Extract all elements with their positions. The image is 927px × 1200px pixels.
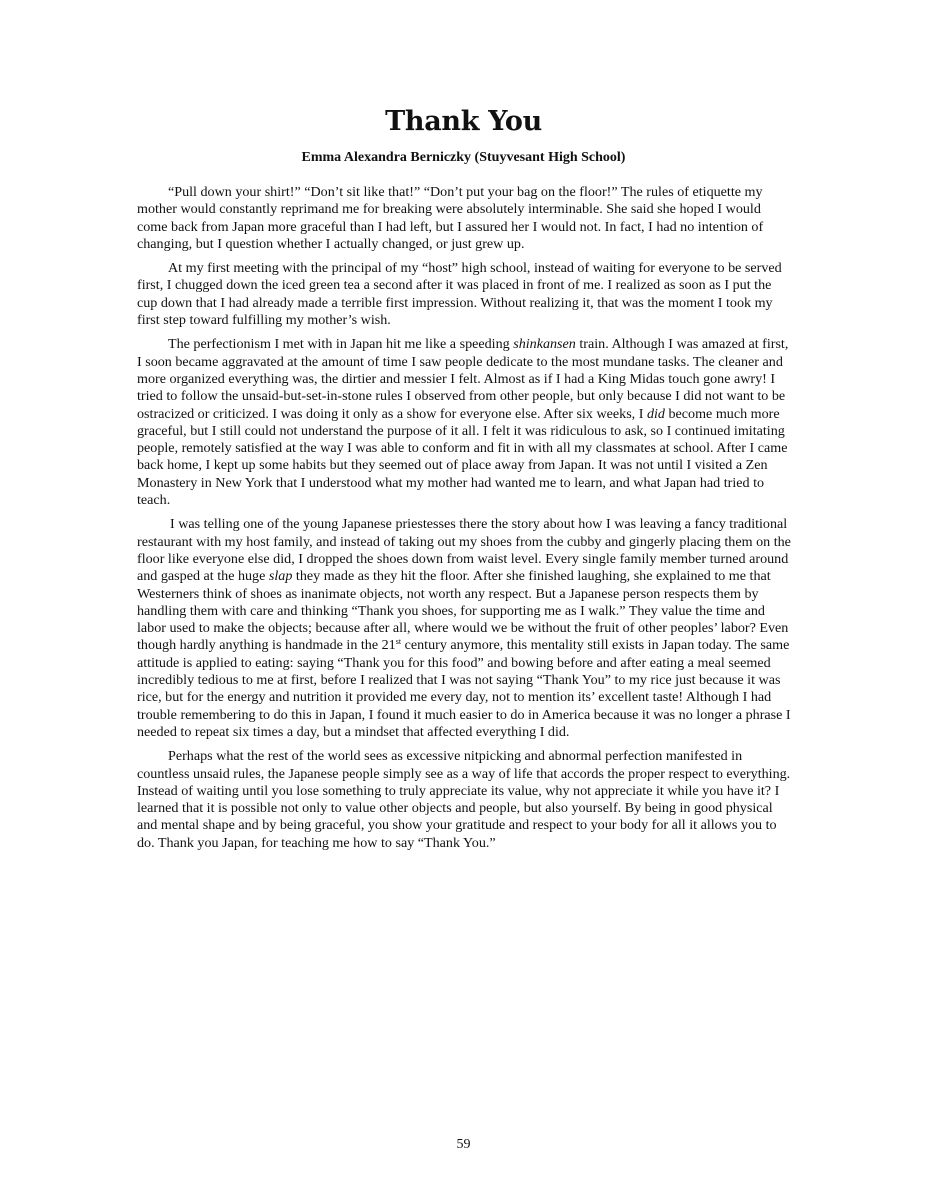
essay-paragraph	[137, 184, 791, 253]
author-line: Emma Alexandra Berniczky (Stuyvesant High School)	[301, 150, 626, 165]
essay-paragraph	[137, 260, 791, 329]
italic-text: slap	[268, 568, 293, 585]
essay-body	[137, 184, 791, 859]
paragraph-text: The perfectionism I met with in Japan hit me like a speeding	[168, 336, 514, 353]
italic-text: shinkansen	[513, 336, 576, 353]
superscript-text: st	[395, 637, 402, 647]
essay-paragraph	[137, 748, 791, 852]
essay-title: Thank You	[385, 106, 542, 137]
paragraph-text: Perhaps what the rest of the world sees as excessive nitpicking and abnormal perfection manifested in countless unsaid rules, the Japanese people simply see as a way of life that accords the proper respect to everything. Instead of waiting until you lose something to truly appreciate its value, why not appreciate it while you have it? I learned that it is possible not only to value other objects and people, but also yourself. By being in good physical and mental shape and by being graceful, you show your gratitude and respect to your body for all it allows you to do. Thank you Japan, for teaching me how to say “Thank You.”	[137, 748, 791, 851]
paragraph-text: I was telling one of the young Japanese priestesses there the story about how I was leaving a fancy traditional restaurant with my host family, and instead of taking out my shoes from the cubby and gingerly placing them on the floor like everyone else did, I dropped the shoes down from waist level. Every single family member turned around and gasped at the huge	[137, 516, 791, 585]
paragraph-text: century anymore, this mentality still exists in Japan today. The same attitude is applied to eating: saying “Thank you for this food” and bowing before and after eating a meal seemed incredibly tedious to me at first, before I realized that I was not saying “Thank You” to my rice just because it was rice, but for the energy and nutrition it provided me every day, not to mention its’ excellent taste! Although I had trouble remembering to do this in Japan, I found it much easier to do in America because it was no longer a phrase I needed to repeat six times a day, but a mindset that affected everything I did.	[137, 637, 791, 740]
paragraph-text: At my first meeting with the principal of my “host” high school, instead of waiting for everyone to be served first, I chugged down the iced green tea a second after it was placed in front of me. I realized as soon as I put the cup down that I had already made a terrible first impression. Without realizing it, that was the moment I took my first step toward fulfilling my mother’s wish.	[137, 260, 782, 329]
paragraph-text: become much more graceful, but I still could not understand the purpose of it all. I felt it was ridiculous to ask, so I continued imitating people, remotely satisfied at the way I was able to conform and fit in with all my classmates at school. After I came back home, I kept up some habits but they seemed out of place away from Japan. It was not until I visited a Zen Monastery in New York that I understood what my mother had wanted me to learn, and what Japan had tried to teach.	[137, 405, 788, 509]
page-number: 59	[456, 1137, 471, 1152]
essay-paragraph	[137, 516, 791, 741]
paragraph-text: they made as they hit the floor. After she finished laughing, she explained to me that Westerners think of shoes as inanimate objects, not worth any respect. But a Japanese person respects them by handling them with care and thinking “Thank you shoes, for supporting me as I walk.” They value the time and labor used to make the objects; because after all, where would we be without the fruit of other peoples’ labor? Even though hardly anything is handmade in the 21	[137, 568, 789, 654]
paragraph-text: train. Although I was amazed at first, I soon became aggravated at the amount of time I saw people dedicate to the most mundane tasks. The cleaner and more organized everything was, the dirtier and messier I felt. Almost as if I had a King Midas touch gone awry! I tried to follow the unsaid-but-set-in-stone rules I observed from other people, but only because I did not want to be ostracized or criticized. I was doing it only as a show for everyone else. After six weeks, I	[137, 336, 789, 422]
italic-text: did	[646, 405, 665, 422]
essay-paragraph	[137, 336, 791, 509]
paragraph-text: “Pull down your shirt!” “Don’t sit like that!” “Don’t put your bag on the floor!” The rules of etiquette my mother would constantly reprimand me for breaking were absolutely interminable. She said she hoped I would come back from Japan more graceful than I had left, but I assured her I would not. In fact, I had no intention of changing, but I question whether I actually changed, or just grew up.	[137, 184, 764, 252]
